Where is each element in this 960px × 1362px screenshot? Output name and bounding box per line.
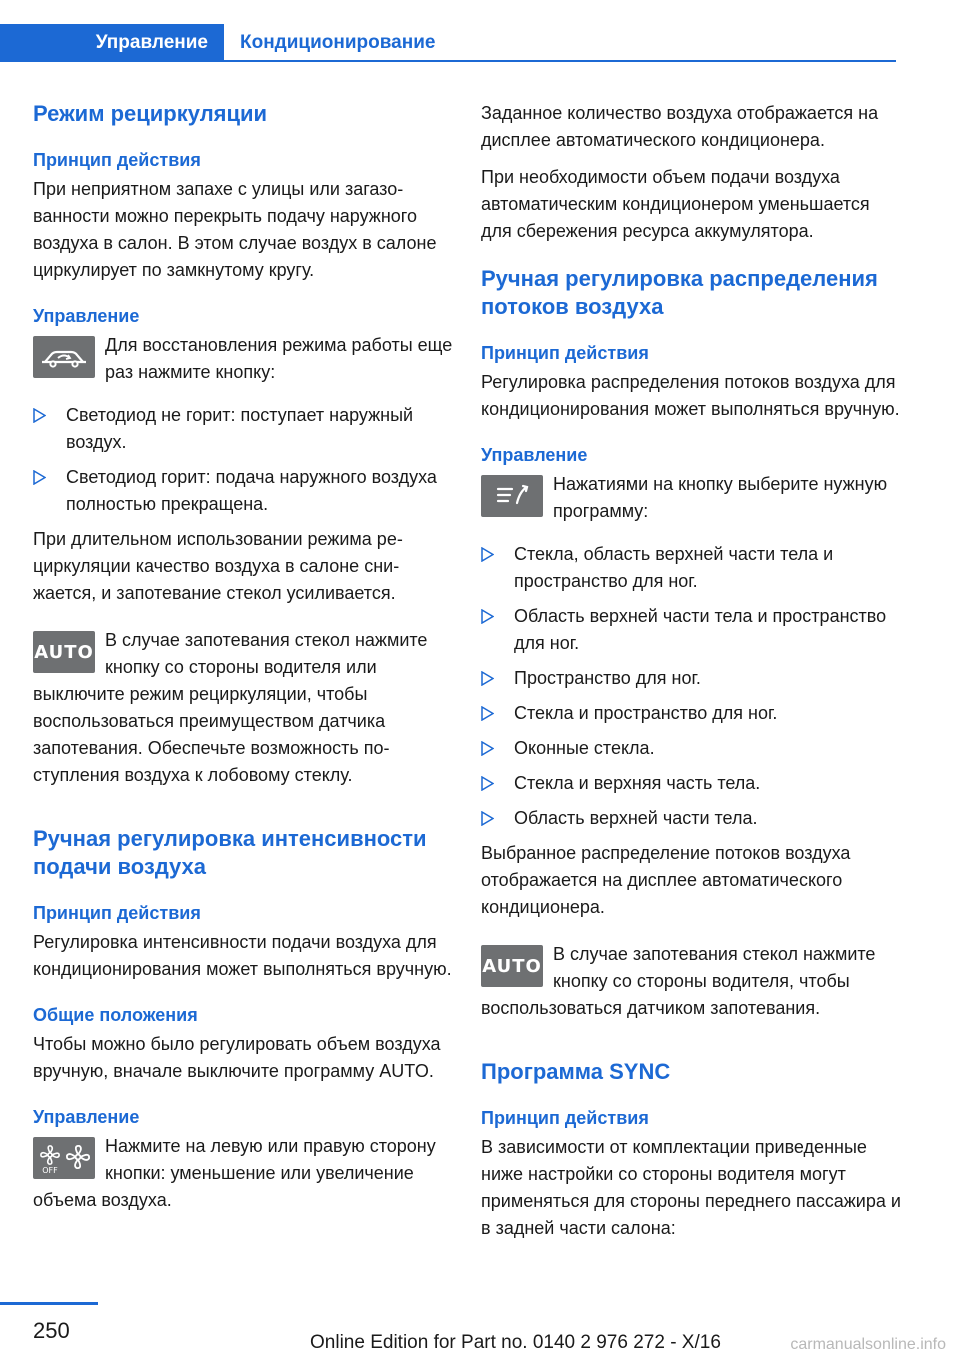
list-item [33, 402, 453, 456]
triangle-bullet-icon [33, 408, 46, 423]
control-block-auto [33, 627, 453, 789]
section-title-air-distribution: Ручная регулировка распределения потоков воздуха [481, 266, 878, 319]
watermark: carmanualsonline.info [790, 1336, 946, 1353]
subheading-control: Управление [33, 306, 140, 326]
paragraph-recirculation-principle: При неприятном запахе с улицы или загазованности можно перекрыть подачу наружного воздуха в салон. В этом случае воздух в салоне циркулирует по замкнутому кругу. [33, 179, 437, 280]
paragraph-recirculation-control: Для восстановления режима работы еще раз нажмите кнопку: [105, 335, 453, 382]
control-block-distribution [481, 471, 901, 533]
paragraph-distribution-selected: Выбранное распределение потоков воздуха отображается на дисплее автоматического кондиционера. [481, 843, 851, 917]
list-item [481, 541, 901, 595]
subheading-control: Управление [33, 1107, 140, 1127]
subheading-principle: Принцип действия [33, 150, 201, 170]
paragraph-sync-principle: В зависимости от комплектации приведенные ниже настройки со стороны водителя могут применяться для стороны переднего пассажира и в задней части салона: [481, 1137, 901, 1238]
page-header [0, 0, 960, 64]
list-item-text: Стекла и верхняя часть тела. [514, 773, 761, 793]
page-number: 250 [33, 1318, 70, 1343]
list-item-text: Светодиод горит: подача наружного воздуха полностью прекращена. [66, 467, 437, 514]
section-title-sync: Программа SYNC [481, 1059, 671, 1084]
recirculation-button-icon [33, 336, 95, 378]
triangle-bullet-icon [481, 811, 494, 826]
triangle-bullet-icon [481, 741, 494, 756]
subheading-principle: Принцип действия [481, 343, 649, 363]
list-item-text: Пространство для ног. [514, 668, 701, 688]
list-item [481, 665, 901, 692]
list-item-text: Оконные стекла. [514, 738, 655, 758]
list-item [33, 464, 453, 518]
list-item-text: Стекла, область верхней части тела и пространство для ног. [514, 544, 834, 591]
triangle-bullet-icon [481, 609, 494, 624]
subheading-general: Общие положения [33, 1005, 198, 1025]
triangle-bullet-icon [33, 470, 46, 485]
header-tab-control[interactable]: Управление [0, 24, 224, 62]
left-column [33, 100, 453, 1230]
control-block-fan [33, 1133, 453, 1222]
triangle-bullet-icon [481, 671, 494, 686]
list-item-text: Светодиод не горит: поступает наружный воздух. [66, 405, 414, 452]
paragraph-fan-control: Нажмите на левую или правую сторону кнопки: уменьшение или увеличение объема воздуха. [33, 1136, 436, 1210]
auto-icon-label: AUTO [482, 955, 542, 977]
control-block-auto [481, 941, 901, 1022]
header-divider [224, 60, 896, 62]
list-distribution-programs [481, 541, 901, 832]
paragraph-distribution-control: Нажатиями на кнопку выберите нужную программу: [553, 474, 888, 521]
header-tab-air-conditioning[interactable]: Кондиционирование [240, 32, 436, 53]
air-distribution-button-icon [481, 475, 543, 517]
list-item [481, 735, 901, 762]
auto-icon-label: AUTO [34, 641, 94, 663]
paragraph-auto-fogging: В случае запотевания стекол нажмите кнопку со стороны водителя, чтобы воспользоваться датчиком запотевания. [481, 944, 876, 1018]
right-column [481, 100, 901, 1262]
list-item-text: Стекла и пространство для ног. [514, 703, 778, 723]
section-title-recirculation: Режим рециркуляции [33, 101, 268, 126]
auto-button-icon [481, 945, 543, 987]
paragraph-volume-battery: При необходимости объем подачи воздуха автоматическим кондиционером уменьшается для сбережения ресурса аккумулятора. [481, 167, 870, 241]
footer-divider [0, 1302, 98, 1305]
auto-button-icon [33, 631, 95, 673]
list-item-text: Область верхней части тела. [514, 808, 758, 828]
footer-edition: Online Edition for Part no. 0140 2 976 272 - X/16 [310, 1332, 721, 1353]
list-led-states [33, 402, 453, 518]
subheading-control: Управление [481, 445, 588, 465]
paragraph-distribution-principle: Регулировка распределения потоков воздуха для кондиционирования может выполняться вручную. [481, 372, 900, 419]
triangle-bullet-icon [481, 547, 494, 562]
paragraph-volume-display: Заданное количество воздуха отображается на дисплее автоматического кондиционера. [481, 103, 879, 150]
paragraph-long-use: При длительном использовании режима рециркуляции качество воздуха в салоне снижается, и запотевание стекол усиливается. [33, 529, 403, 603]
subheading-principle: Принцип действия [33, 903, 201, 923]
list-item [481, 603, 901, 657]
list-item-text: Область верхней части тела и пространство для ног. [514, 606, 887, 653]
fan-button-icon [33, 1137, 95, 1179]
triangle-bullet-icon [481, 776, 494, 791]
paragraph-intensity-principle: Регулировка интенсивности подачи воздуха для кондиционирования может выполняться вручную. [33, 932, 452, 979]
section-title-air-intensity: Ручная регулировка интенсивности подачи воздуха [33, 826, 427, 879]
list-item [481, 770, 901, 797]
triangle-bullet-icon [481, 706, 494, 721]
list-item [481, 700, 901, 727]
subheading-principle: Принцип действия [481, 1108, 649, 1128]
fan-icon-off-label: OFF [42, 1166, 58, 1175]
list-item [481, 805, 901, 832]
paragraph-intensity-general: Чтобы можно было регулировать объем воздуха вручную, вначале выключите программу AUTO. [33, 1034, 441, 1081]
paragraph-auto-fogging: В случае запотевания стекол нажмите кнопку со стороны водителя или выключите режим рециркуляции, чтобы воспользоваться преимуществом датчика запотевания. Обеспечьте возможность поступления воздуха к лобовому стеклу. [33, 630, 428, 785]
control-block-recirculation [33, 332, 453, 394]
